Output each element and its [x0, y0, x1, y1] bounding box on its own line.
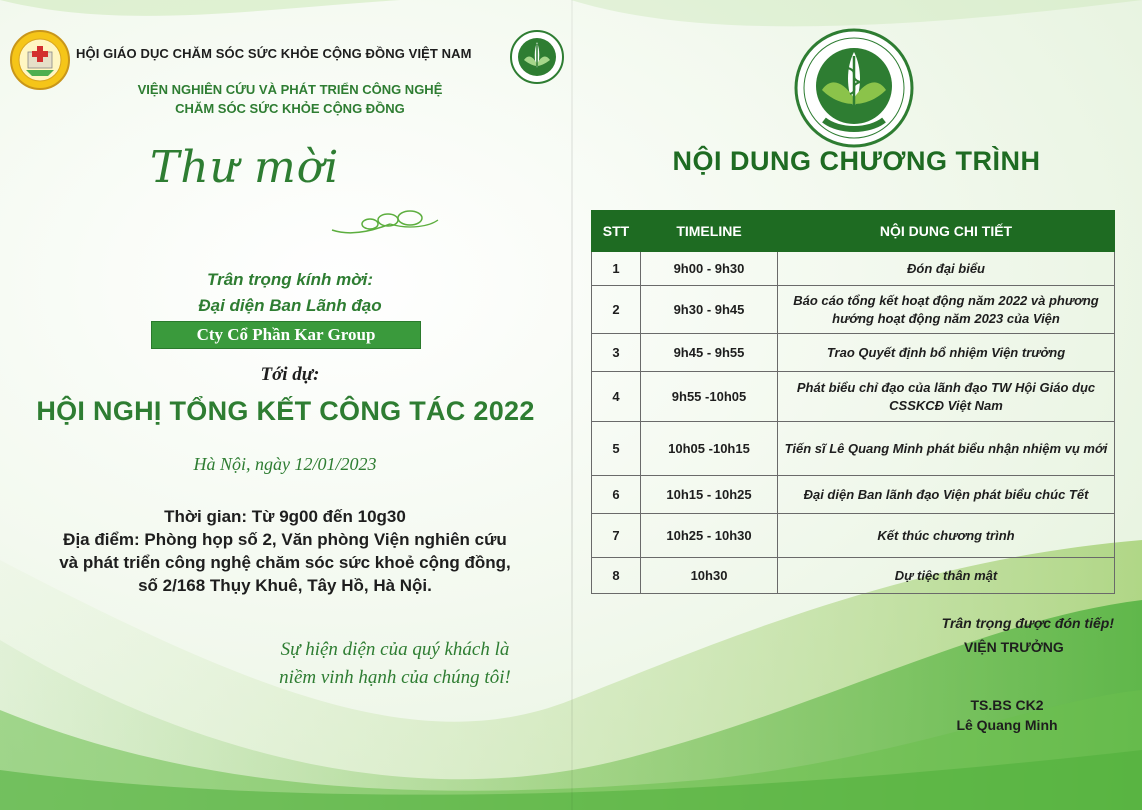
table-row: [592, 558, 1115, 594]
row-content: Báo cáo tổng kết hoạt động năm 2022 và phương hướng hoạt động năm 2023 của Viện: [778, 286, 1115, 334]
row-content: Đại diện Ban lãnh đạo Viện phát biểu chúc Tết: [778, 476, 1115, 514]
row-content: Trao Quyết định bổ nhiệm Viện trưởng: [778, 334, 1115, 372]
greeting-recipient: Đại diện Ban Lãnh đạo: [198, 296, 382, 315]
table-row: [592, 286, 1115, 334]
header-stt: STT: [592, 211, 641, 252]
closing-line2: niềm vinh hạnh của chúng tôi!: [279, 667, 511, 688]
row-time: 9h00 - 9h30: [641, 252, 778, 286]
institute-name-line1: VIỆN NGHIÊN CỨU VÀ PHÁT TRIỂN CÔNG NGHỆ: [137, 82, 443, 97]
row-time: 9h55 -10h05: [641, 372, 778, 422]
header-content: NỘI DUNG CHI TIẾT: [778, 211, 1115, 252]
table-row: [592, 422, 1115, 476]
row-time: 9h30 - 9h45: [641, 286, 778, 334]
row-stt: 7: [592, 514, 641, 558]
event-location-line3: số 2/168 Thụy Khuê, Tây Hồ, Hà Nội.: [138, 576, 432, 595]
row-time: 9h45 - 9h55: [641, 334, 778, 372]
leaf-swirl-decoration-icon: [330, 190, 440, 240]
row-time: 10h05 -10h15: [641, 422, 778, 476]
row-content: Kết thúc chương trình: [778, 514, 1115, 558]
closing-line1: Sự hiện diện của quý khách là: [280, 639, 510, 660]
institute-logo-icon: [510, 30, 564, 84]
closing-message: [230, 636, 560, 692]
row-stt: 1: [592, 252, 641, 286]
row-stt: 4: [592, 372, 641, 422]
row-stt: 6: [592, 476, 641, 514]
row-content: Đón đại biểu: [778, 252, 1115, 286]
row-time: 10h15 - 10h25: [641, 476, 778, 514]
program-table: [591, 210, 1115, 594]
institute-name-line2: CHĂM SÓC SỨC KHỎE CỘNG ĐỒNG: [175, 101, 405, 116]
event-location-line2: và phát triển công nghệ chăm sóc sức khoẻ cộng đồng,: [59, 553, 511, 572]
event-time: Thời gian: Từ 9g00 đến 10g30: [164, 507, 406, 526]
row-stt: 5: [592, 422, 641, 476]
table-row: [592, 514, 1115, 558]
table-row: [592, 252, 1115, 286]
institute-lotus-logo-icon: [794, 28, 914, 148]
program-table-header: [592, 211, 1115, 252]
row-stt: 2: [592, 286, 641, 334]
row-stt: 8: [592, 558, 641, 594]
invitation-script-title: Thư mời: [150, 142, 340, 193]
row-time: 10h25 - 10h30: [641, 514, 778, 558]
signer-degree: TS.BS CK2: [970, 697, 1044, 713]
guest-name-box: Cty Cổ Phần Kar Group: [151, 321, 421, 349]
table-row: [592, 476, 1115, 514]
row-content: Tiến sĩ Lê Quang Minh phát biểu nhận nhiệm vụ mới: [778, 422, 1115, 476]
association-title: HỘI GIÁO DỤC CHĂM SÓC SỨC KHỎE CỘNG ĐỒNG VIỆT NAM: [76, 46, 472, 61]
attend-label: Tới dự:: [260, 364, 320, 385]
table-row: [592, 334, 1115, 372]
row-time: 10h30: [641, 558, 778, 594]
header-timeline: TIMELINE: [641, 211, 778, 252]
event-location-line1: Địa điểm: Phòng họp số 2, Văn phòng Viện nghiên cứu: [63, 530, 507, 549]
reception-thanks: Trân trọng được đón tiếp!: [941, 615, 1114, 631]
signer-name: Lê Quang Minh: [956, 717, 1058, 733]
conference-title: HỘI NGHỊ TỔNG KẾT CÔNG TÁC 2022: [36, 396, 535, 426]
table-row: [592, 372, 1115, 422]
row-stt: 3: [592, 334, 641, 372]
institute-name: [60, 80, 520, 118]
invitation-date: Hà Nội, ngày 12/01/2023: [193, 454, 377, 474]
page-fold-divider: [571, 0, 573, 810]
program-title: NỘI DUNG CHƯƠNG TRÌNH: [672, 146, 1041, 176]
event-details: [10, 505, 560, 597]
row-content: Phát biểu chỉ đạo của lãnh đạo TW Hội Giáo dục CSSKCĐ Việt Nam: [778, 372, 1115, 422]
director-title: VIỆN TRƯỞNG: [964, 639, 1064, 655]
greeting-line: Trân trọng kính mời:: [207, 270, 373, 289]
row-content: Dự tiệc thân mật: [778, 558, 1115, 594]
